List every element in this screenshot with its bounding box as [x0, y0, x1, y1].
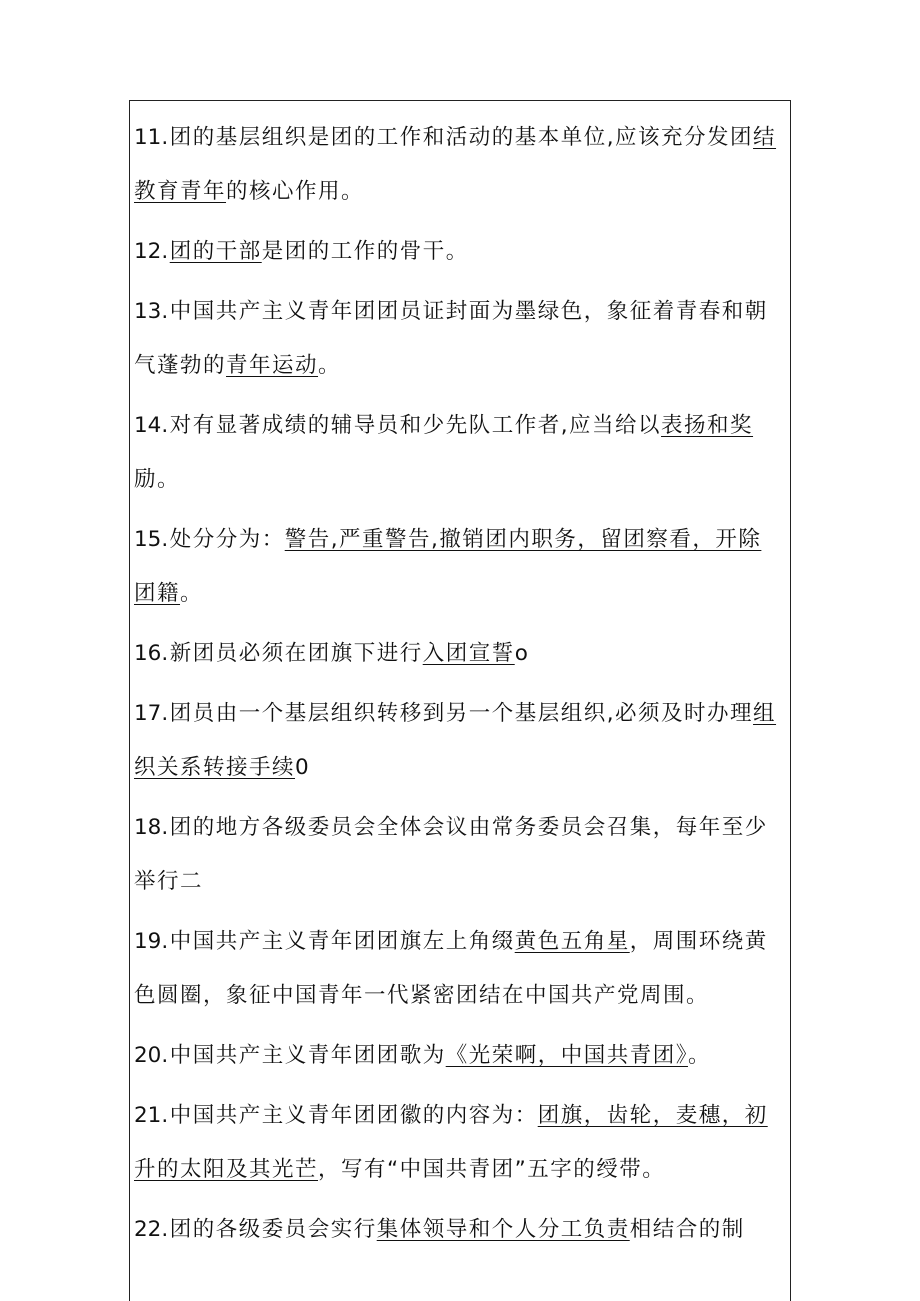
answer-text: 团旗，齿轮，麦穗，初升的太阳及其光芒 — [134, 1103, 768, 1182]
list-item — [134, 399, 784, 507]
item-text: 。 — [180, 581, 204, 606]
answer-text: 入团宣誓 — [422, 641, 515, 666]
answer-text: 集体领导和个人分工负责 — [376, 1217, 630, 1242]
item-number: 15 — [134, 527, 162, 552]
item-text: .团的各级委员会实行 — [161, 1217, 377, 1242]
item-text: ，写有“中国共青团”五字的绶带。 — [318, 1157, 666, 1182]
item-number: 13 — [134, 299, 162, 324]
answer-text: 《光荣啊，中国共青团》 — [445, 1043, 688, 1068]
item-text: .团员由一个基层组织转移到另一个基层组织,必须及时办理 — [161, 701, 754, 726]
item-text: 相结合的制 — [629, 1217, 745, 1242]
list-item — [134, 687, 784, 795]
item-text: .新团员必须在团旗下进行 — [161, 641, 423, 666]
item-text: .团的地方各级委员会全体会议由常务委员会召集，每年至少举行二 — [134, 815, 768, 894]
item-text: .处分分为： — [161, 527, 285, 552]
item-number: 16 — [134, 641, 162, 666]
list-item — [134, 801, 784, 909]
answer-text: 组织关系转接手续 — [134, 701, 777, 780]
item-text: . — [161, 239, 170, 264]
item-text: 的核心作用。 — [226, 179, 365, 204]
item-text: ，周围环绕黄色圆圈，象征中国青年一代紧密团结在中国共产党周围。 — [134, 929, 768, 1008]
list-item — [134, 627, 784, 681]
item-number: 22 — [134, 1217, 162, 1242]
item-text: 。 — [687, 1043, 711, 1068]
item-text: 励。 — [134, 467, 181, 492]
item-number: 12 — [134, 239, 162, 264]
item-text: .中国共产主义青年团团歌为 — [161, 1043, 446, 1068]
item-text: .团的基层组织是团的工作和活动的基本单位,应该充分发团 — [161, 125, 754, 150]
list-item — [134, 285, 784, 393]
item-text: .中国共产主义青年团团旗左上角缀 — [161, 929, 515, 954]
item-text: 是团的工作的骨干。 — [261, 239, 469, 264]
item-text: .中国共产主义青年团团徽的内容为： — [161, 1103, 538, 1128]
item-number: 17 — [134, 701, 162, 726]
answer-text: 警告,严重警告,撤销团内职务，留团察看，开除团籍 — [134, 527, 762, 606]
item-number: 14 — [134, 413, 162, 438]
item-text: .对有显著成绩的辅导员和少先队工作者,应当给以 — [161, 413, 662, 438]
answer-text: 团的干部 — [169, 239, 262, 264]
item-text: o — [514, 641, 530, 666]
item-number: 18 — [134, 815, 162, 840]
answer-text: 表扬和奖 — [661, 413, 754, 438]
answer-text: 结教育青年 — [134, 125, 777, 204]
list-item — [134, 915, 784, 1023]
answer-text: 青年运动 — [226, 353, 319, 378]
item-number: 19 — [134, 929, 162, 954]
item-number: 20 — [134, 1043, 162, 1068]
item-text: 0 — [295, 755, 311, 780]
question-list — [134, 111, 784, 1263]
item-text: .中国共产主义青年团团员证封面为墨绿色，象征着青春和朝气蓬勃的 — [134, 299, 768, 378]
item-text: 。 — [318, 353, 342, 378]
list-item — [134, 1089, 784, 1197]
list-item — [134, 1203, 784, 1257]
item-number: 11 — [134, 125, 162, 150]
list-item — [134, 1029, 784, 1083]
answer-text: 黄色五角星 — [514, 929, 630, 954]
list-item — [134, 111, 784, 219]
item-number: 21 — [134, 1103, 162, 1128]
list-item — [134, 225, 784, 279]
list-item — [134, 513, 784, 621]
